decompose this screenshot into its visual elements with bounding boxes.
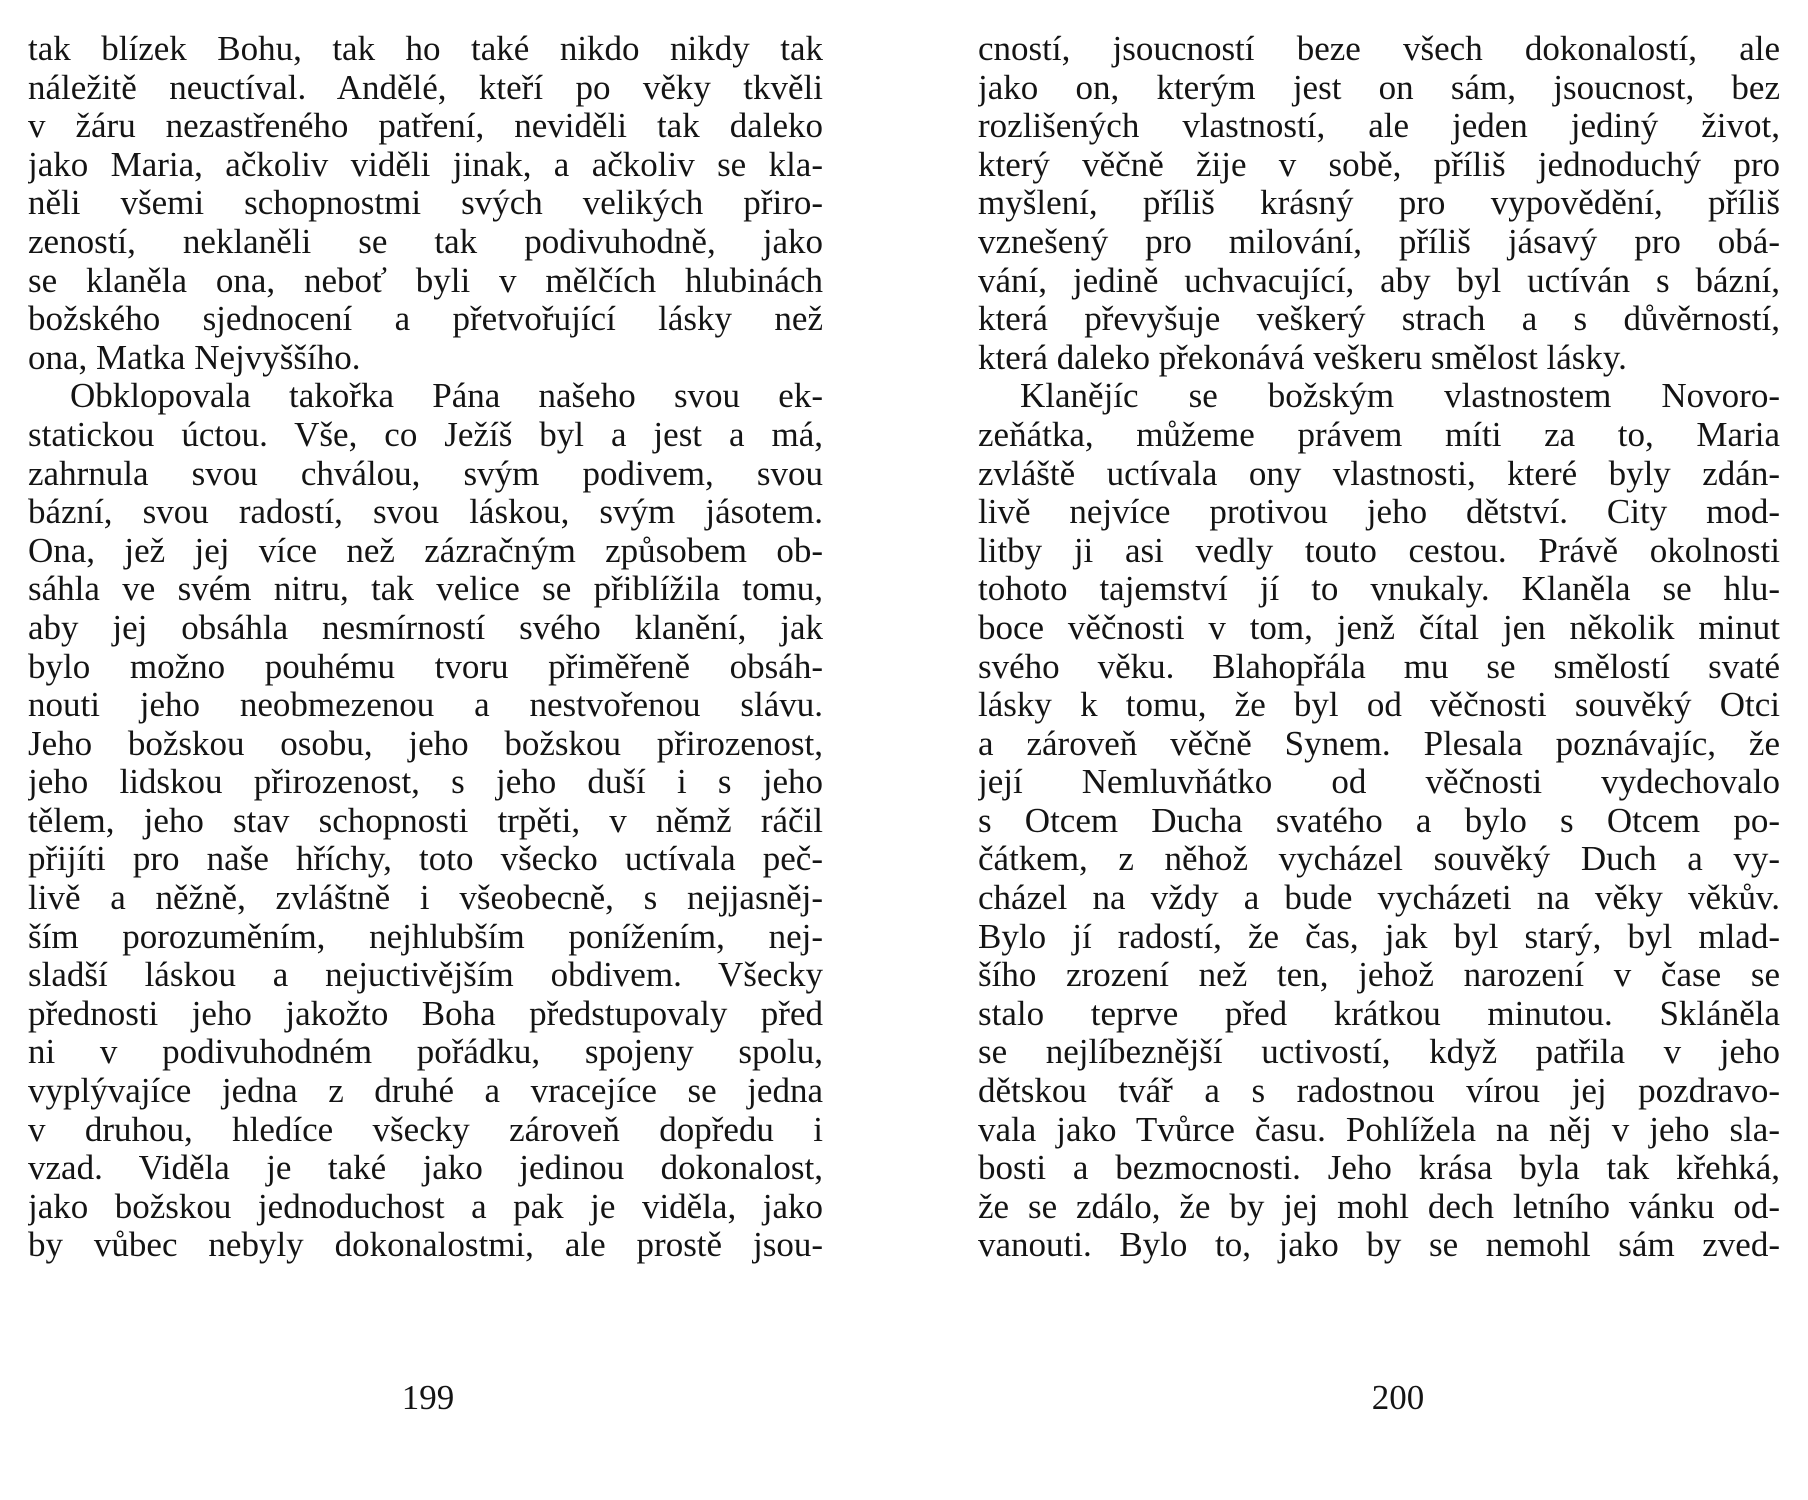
text-line: božského sjednocení a přetvořující lásky než — [28, 300, 823, 339]
text-line: s Otcem Ducha svatého a bylo s Otcem po- — [978, 801, 1780, 840]
page-number-right: 200 — [1371, 1378, 1425, 1417]
text-line: sáhla ve svém nitru, tak velice se přiblížila tomu, — [28, 570, 823, 609]
text-line: šího zrození než ten, jehož narození v čase se — [978, 956, 1780, 995]
text-line: vyplývajíce jedna z druhé a vracejíce se jedna — [28, 1072, 823, 1111]
text-line: její Nemluvňátko od věčnosti vydechovalo — [978, 763, 1780, 802]
text-line: tohoto tajemství jí to vnukaly. Klaněla se hlu- — [978, 570, 1780, 609]
text-line: by vůbec nebyly dokonalostmi, ale prostě jsou- — [28, 1226, 823, 1265]
text-line: sladší láskou a nejuctivějším obdivem. Všecky — [28, 956, 823, 995]
text-line: náležitě neuctíval. Andělé, kteří po věky tkvěli — [28, 68, 823, 107]
text-line: boce věčnosti v tom, jenž čítal jen několik minut — [978, 608, 1780, 647]
text-line: lásky k tomu, že byl od věčnosti souvěký Otci — [978, 686, 1780, 725]
text-line: ona, Matka Nejvyššího. — [28, 338, 361, 377]
right-page — [978, 30, 1780, 1265]
text-line: jeho lidskou přirozenost, s jeho duší i s jeho — [28, 763, 823, 802]
text-line: ším porozuměním, nejhlubším ponížením, nej- — [28, 917, 823, 956]
text-line: dětskou tvář a s radostnou vírou jej pozdravo- — [978, 1072, 1780, 1111]
text-line: vznešený pro milování, příliš jásavý pro obá- — [978, 222, 1780, 261]
text-line: bylo možno pouhému tvoru přiměřeně obsáh- — [28, 647, 823, 686]
text-line: tělem, jeho stav schopnosti trpěti, v němž ráčil — [28, 801, 823, 840]
text-line: litby ji asi vedly touto cestou. Právě okolnosti — [978, 531, 1780, 570]
text-line: jako božskou jednoduchost a pak je viděla, jako — [28, 1187, 823, 1226]
text-line: jako on, kterým jest on sám, jsoucnost, bez — [978, 68, 1780, 107]
text-line: a zároveň věčně Synem. Plesala poznávajíc, že — [978, 724, 1780, 763]
text-line: Ona, jež jej více než zázračným způsobem ob- — [28, 531, 823, 570]
text-line: nouti jeho neobmezenou a nestvořenou slávu. — [28, 686, 823, 725]
page-number-left: 199 — [401, 1378, 455, 1417]
text-line: v žáru nezastřeného patření, neviděli tak daleko — [28, 107, 823, 146]
text-line: zvláště uctívala ony vlastnosti, které byly zdán- — [978, 454, 1780, 493]
text-line: něli všemi schopnostmi svých velikých přiro- — [28, 184, 823, 223]
text-line: tak blízek Bohu, tak ho také nikdo nikdy tak — [28, 30, 823, 68]
text-line: čátkem, z něhož vycházel souvěký Duch a vy- — [978, 840, 1780, 879]
paragraph-start-line: Klanějíc se božským vlastnostem Novoro- — [1020, 377, 1780, 416]
text-line: která převyšuje veškerý strach a s důvěrností, — [978, 300, 1780, 339]
text-line: vzad. Viděla je také jako jedinou dokonalost, — [28, 1149, 823, 1188]
text-line: který věčně žije v sobě, příliš jednoduchý pro — [978, 145, 1780, 184]
text-line: Bylo jí radostí, že čas, jak byl starý, byl mlad- — [978, 917, 1780, 956]
text-line: bázní, svou radostí, svou láskou, svým jásotem. — [28, 493, 823, 532]
text-line: livě a něžně, zvláštně i všeobecně, s nejjasněj- — [28, 879, 823, 918]
text-line: rozlišených vlastností, ale jeden jediný život, — [978, 107, 1780, 146]
text-line: statickou úctou. Vše, co Ježíš byl a jest a má, — [28, 415, 823, 454]
text-line: cností, jsoucností beze všech dokonalostí, ale — [978, 30, 1780, 68]
text-line: se klaněla ona, neboť byli v mělčích hlubinách — [28, 261, 823, 300]
text-line: svého věku. Blahopřála mu se smělostí svaté — [978, 647, 1780, 686]
paragraph-start-line: Obklopovala takořka Pána našeho svou ek- — [70, 377, 823, 416]
text-line: v druhou, hledíce všecky zároveň dopředu i — [28, 1110, 823, 1149]
text-line: livě nejvíce protivou jeho dětství. City mod- — [978, 493, 1780, 532]
text-line: ni v podivuhodném pořádku, spojeny spolu, — [28, 1033, 823, 1072]
text-line: myšlení, příliš krásný pro vypovědění, příliš — [978, 184, 1780, 223]
text-line: zeňátka, můžeme právem míti za to, Maria — [978, 415, 1780, 454]
text-line: že se zdálo, že by jej mohl dech letního vánku od- — [978, 1187, 1780, 1226]
text-line: zahrnula svou chválou, svým podivem, svou — [28, 454, 823, 493]
text-line: bosti a bezmocnosti. Jeho krása byla tak křehká, — [978, 1149, 1780, 1188]
text-line: zeností, neklaněli se tak podivuhodně, jako — [28, 222, 823, 261]
text-line: vala jako Tvůrce času. Pohlížela na něj v jeho sla- — [978, 1110, 1780, 1149]
text-line: vanouti. Bylo to, jako by se nemohl sám zved- — [978, 1226, 1780, 1265]
text-line: aby jej obsáhla nesmírností svého klanění, jak — [28, 608, 823, 647]
text-line: stalo teprve před krátkou minutou. Skláněla — [978, 994, 1780, 1033]
text-line: vání, jedině uchvacující, aby byl uctíván s bázní, — [978, 261, 1780, 300]
left-page — [28, 30, 823, 1265]
text-line: která daleko překonává veškeru smělost lásky. — [978, 338, 1627, 377]
text-line: cházel na vždy a bude vycházeti na věky věkův. — [978, 879, 1780, 918]
text-line: se nejlíbeznější uctivostí, když patřila v jeho — [978, 1033, 1780, 1072]
text-line: Jeho božskou osobu, jeho božskou přirozenost, — [28, 724, 823, 763]
text-line: přednosti jeho jakožto Boha předstupovaly před — [28, 994, 823, 1033]
text-line: přijíti pro naše hříchy, toto všecko uctívala peč- — [28, 840, 823, 879]
text-line: jako Maria, ačkoliv viděli jinak, a ačkoliv se kla- — [28, 145, 823, 184]
